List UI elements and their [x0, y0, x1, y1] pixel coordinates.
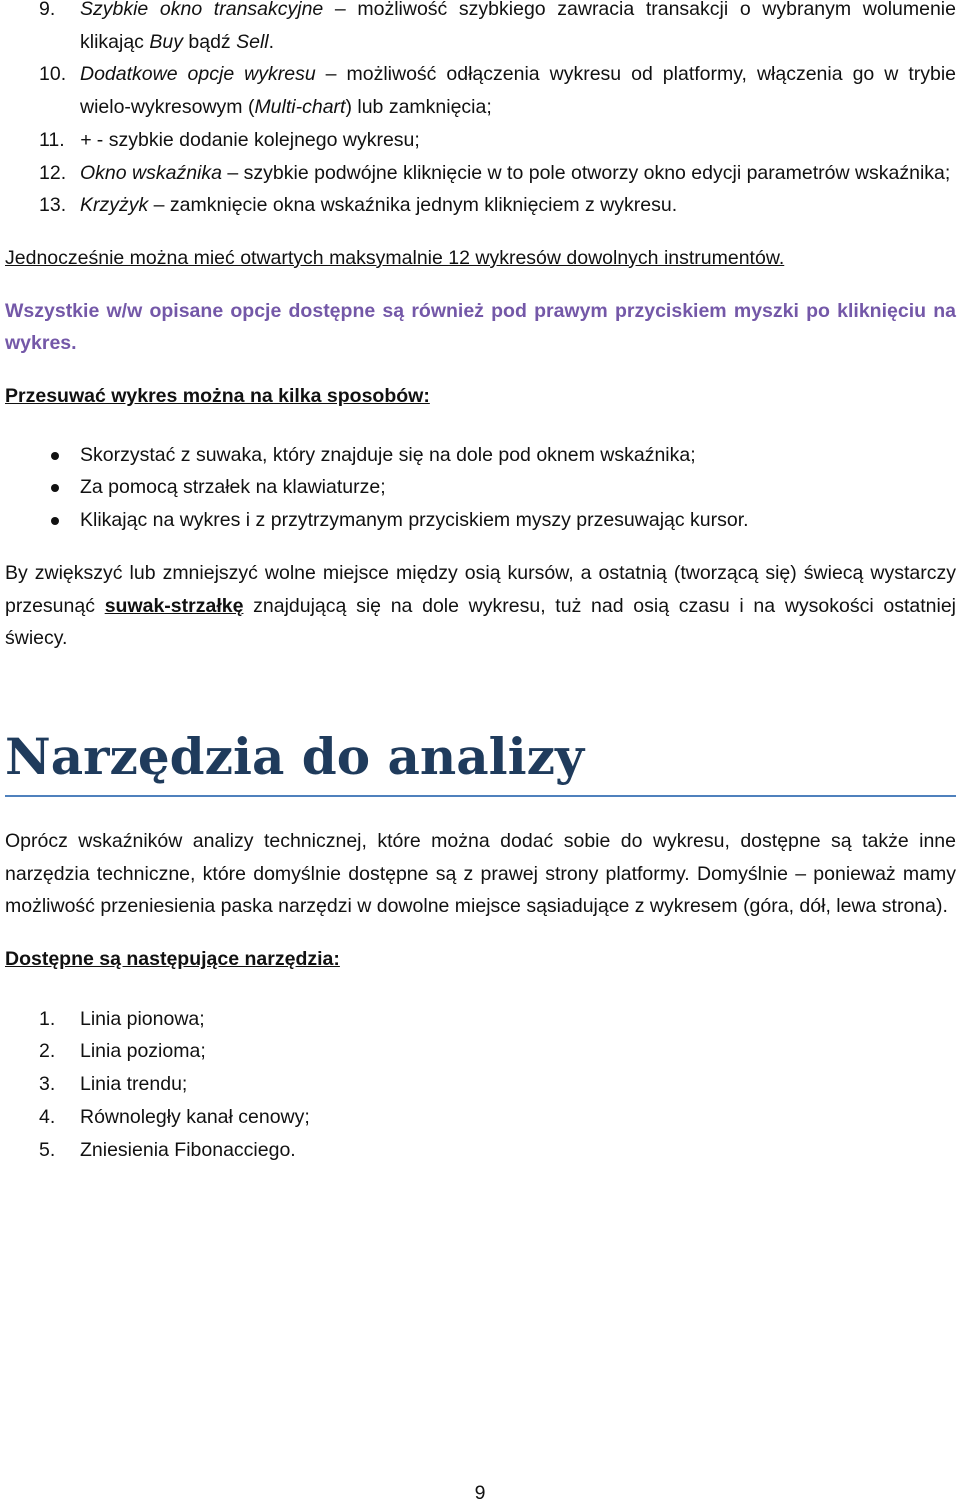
bullet-item: Klikając na wykres i z przytrzymanym przyciskiem myszy przesuwając kursor.: [5, 504, 956, 537]
bullet-item: Za pomocą strzałek na klawiaturze;: [5, 471, 956, 504]
tool-label: Równoległy kanał cenowy;: [80, 1105, 310, 1128]
list-text: bądź: [182, 30, 237, 53]
tools-intro-paragraph: Oprócz wskaźników analizy technicznej, które można dodać sobie do wykresu, dostępne są także inne narzędzia techniczne, które domyślnie dostępne są z prawej strony platformy. Domyślnie – ponieważ mamy możliwość przeniesienia paska narzędzi w dowolne miejsce sąsiadujące z wykresem (góra, dół, lewa strona).: [5, 829, 956, 918]
document-page: [5, 0, 956, 1166]
list-term: +: [80, 128, 92, 151]
list-text-em: Sell: [236, 30, 269, 53]
move-methods-list: [5, 439, 956, 537]
list-number: 10.: [39, 63, 67, 86]
chart-limit-note: Jednocześnie można mieć otwartych maksymalnie 12 wykresów dowolnych instrumentów.: [5, 246, 785, 269]
list-item: [5, 189, 956, 222]
paragraph-text: znajdującą się na dole wykresu, tuż nad osią czasu i na wysokości ostatniej świecy.: [5, 594, 957, 650]
move-chart-heading: Przesuwać wykres można na kilka sposobów:: [5, 385, 430, 408]
list-item: [5, 0, 956, 58]
tool-item: [5, 1101, 956, 1134]
tool-label: Linia pozioma;: [80, 1040, 206, 1063]
list-number: 9.: [39, 0, 56, 20]
list-text: .: [268, 30, 275, 53]
tool-label: Zniesienia Fibonacciego.: [80, 1138, 296, 1161]
context-menu-note: Wszystkie w/w opisane opcje dostępne są również pod prawym przyciskiem myszki po kliknięciu na wykres.: [5, 299, 956, 355]
paragraph-text: By zwiększyć lub zmniejszyć wolne miejsce między osią kursów, a ostatnią (tworzącą się) świecą wystarczy przesunąć: [5, 561, 956, 617]
list-term: Szybkie okno transakcyjne: [80, 0, 324, 20]
tool-number: 4.: [39, 1105, 56, 1128]
slider-term: suwak-strzałkę: [104, 594, 244, 617]
tool-number: 3.: [39, 1073, 56, 1096]
tool-number: 1.: [39, 1007, 56, 1030]
list-text: – możliwość szybkiego zawracia transakcji o wybranym wolumenie klikając: [80, 0, 956, 53]
list-number: 11.: [39, 128, 65, 151]
list-number: 13.: [39, 194, 67, 217]
slider-paragraph: [5, 557, 956, 655]
tool-item: [5, 1003, 956, 1036]
section-heading: Narzędzia do analizy: [5, 725, 956, 797]
list-text: - szybkie dodanie kolejnego wykresu;: [91, 128, 420, 151]
list-item: [5, 124, 956, 157]
tool-label: Linia trendu;: [80, 1073, 188, 1096]
tool-number: 2.: [39, 1040, 56, 1063]
tool-item: [5, 1134, 956, 1167]
list-text: – możliwość odłączenia wykresu od platformy, włączenia go w trybie wielo-wykresowym (: [80, 63, 956, 119]
list-item: [5, 58, 956, 123]
list-term: Okno wskaźnika: [80, 161, 222, 184]
tool-label: Linia pionowa;: [80, 1007, 205, 1030]
list-number: 12.: [39, 161, 67, 184]
list-term: Dodatkowe opcje wykresu: [80, 63, 316, 86]
bullet-item: Skorzystać z suwaka, który znajduje się na dole pod oknem wskaźnika;: [5, 439, 956, 472]
tool-number: 5.: [39, 1138, 56, 1161]
page-number: 9: [474, 1482, 486, 1504]
options-list: [5, 0, 956, 222]
list-text: – szybkie podwójne kliknięcie w to pole otworzy okno edycji parametrów wskaźnika;: [221, 161, 951, 184]
list-text-em: Buy: [149, 30, 183, 53]
tool-item: [5, 1035, 956, 1068]
tools-heading: Dostępne są następujące narzędzia:: [5, 948, 340, 971]
list-text: – zamknięcie okna wskaźnika jednym kliknięciem z wykresu.: [148, 194, 678, 217]
tool-item: [5, 1068, 956, 1101]
list-text: ) lub zamknięcia;: [345, 96, 492, 119]
list-item: [5, 157, 956, 190]
tools-list: [5, 1003, 956, 1167]
list-text-em: Multi-chart: [254, 96, 346, 119]
list-term: Krzyżyk: [80, 194, 149, 217]
